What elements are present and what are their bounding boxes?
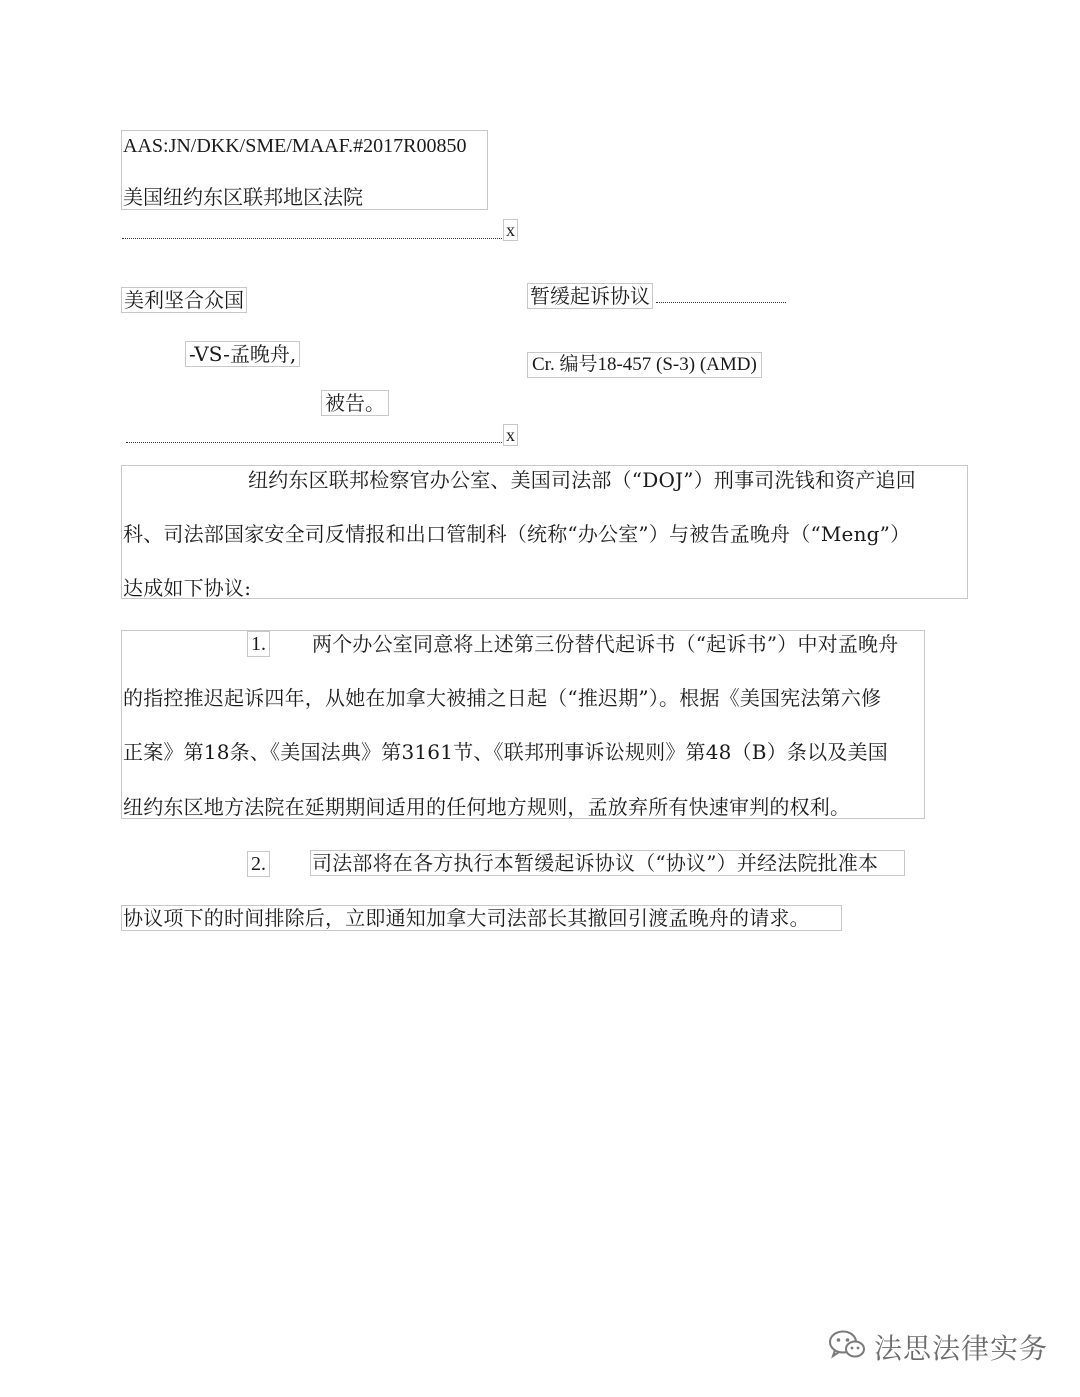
wechat-icon (828, 1329, 866, 1365)
watermark (828, 1327, 1048, 1367)
case-number: Cr. 编号18-457 (S-3) (AMD) (527, 352, 762, 378)
watermark-text: 法思法律实务 (873, 1332, 1048, 1365)
defendant-role: 被告。 (321, 390, 389, 416)
plaintiff-name: 美利坚合众国 (121, 287, 247, 313)
intro-line-1: 纽约东区联邦检察官办公室、美国司法部（“DOJ”）刑事司洗钱和资产追回 (248, 468, 916, 492)
intro-line-2: 科、司法部国家安全司反情报和出口管制科（统称“办公室”）与被告孟晚舟（“Meng”） (123, 522, 911, 546)
clause-1-number: 1. (247, 631, 270, 657)
intro-line-3: 达成如下协议: (123, 576, 252, 600)
clause-1-line-3: 正案》第18条、《美国法典》第3161节、《联邦刑事诉讼规则》第48（B）条以及美国 (123, 740, 888, 764)
versus-defendant: -VS-孟晚舟, (185, 341, 300, 367)
separator-bottom (126, 442, 504, 443)
title-dotted-line (656, 302, 786, 303)
clause-1-body (121, 630, 925, 819)
clause-2-number: 2. (247, 851, 270, 877)
clause-1-line-2: 的指控推迟起诉四年，从她在加拿大被捕之日起（“推迟期”）。根据《美国宪法第六修 (123, 686, 882, 710)
x-mark-bottom: x (503, 424, 518, 446)
clause-2-line-1: 司法部将在各方执行本暂缓起诉协议（“协议”）并经法院批准本 (312, 851, 879, 875)
separator-top (122, 238, 504, 239)
x-mark-top: x (503, 219, 518, 241)
clause-1-line-1: 两个办公室同意将上述第三份替代起诉书（“起诉书”）中对孟晚舟 (312, 632, 899, 656)
case-reference: AAS:JN/DKK/SME/MAAF.#2017R00850 (123, 135, 467, 157)
clause-1-line-4: 纽约东区地方法院在延期期间适用的任何地方规则，孟放弃所有快速审判的权利。 (123, 795, 851, 819)
court-name: 美国纽约东区联邦地区法院 (123, 185, 363, 209)
document-title: 暂缓起诉协议 (527, 283, 653, 309)
clause-2-line-2: 协议项下的时间排除后，立即通知加拿大司法部长其撤回引渡孟晚舟的请求。 (123, 906, 810, 930)
